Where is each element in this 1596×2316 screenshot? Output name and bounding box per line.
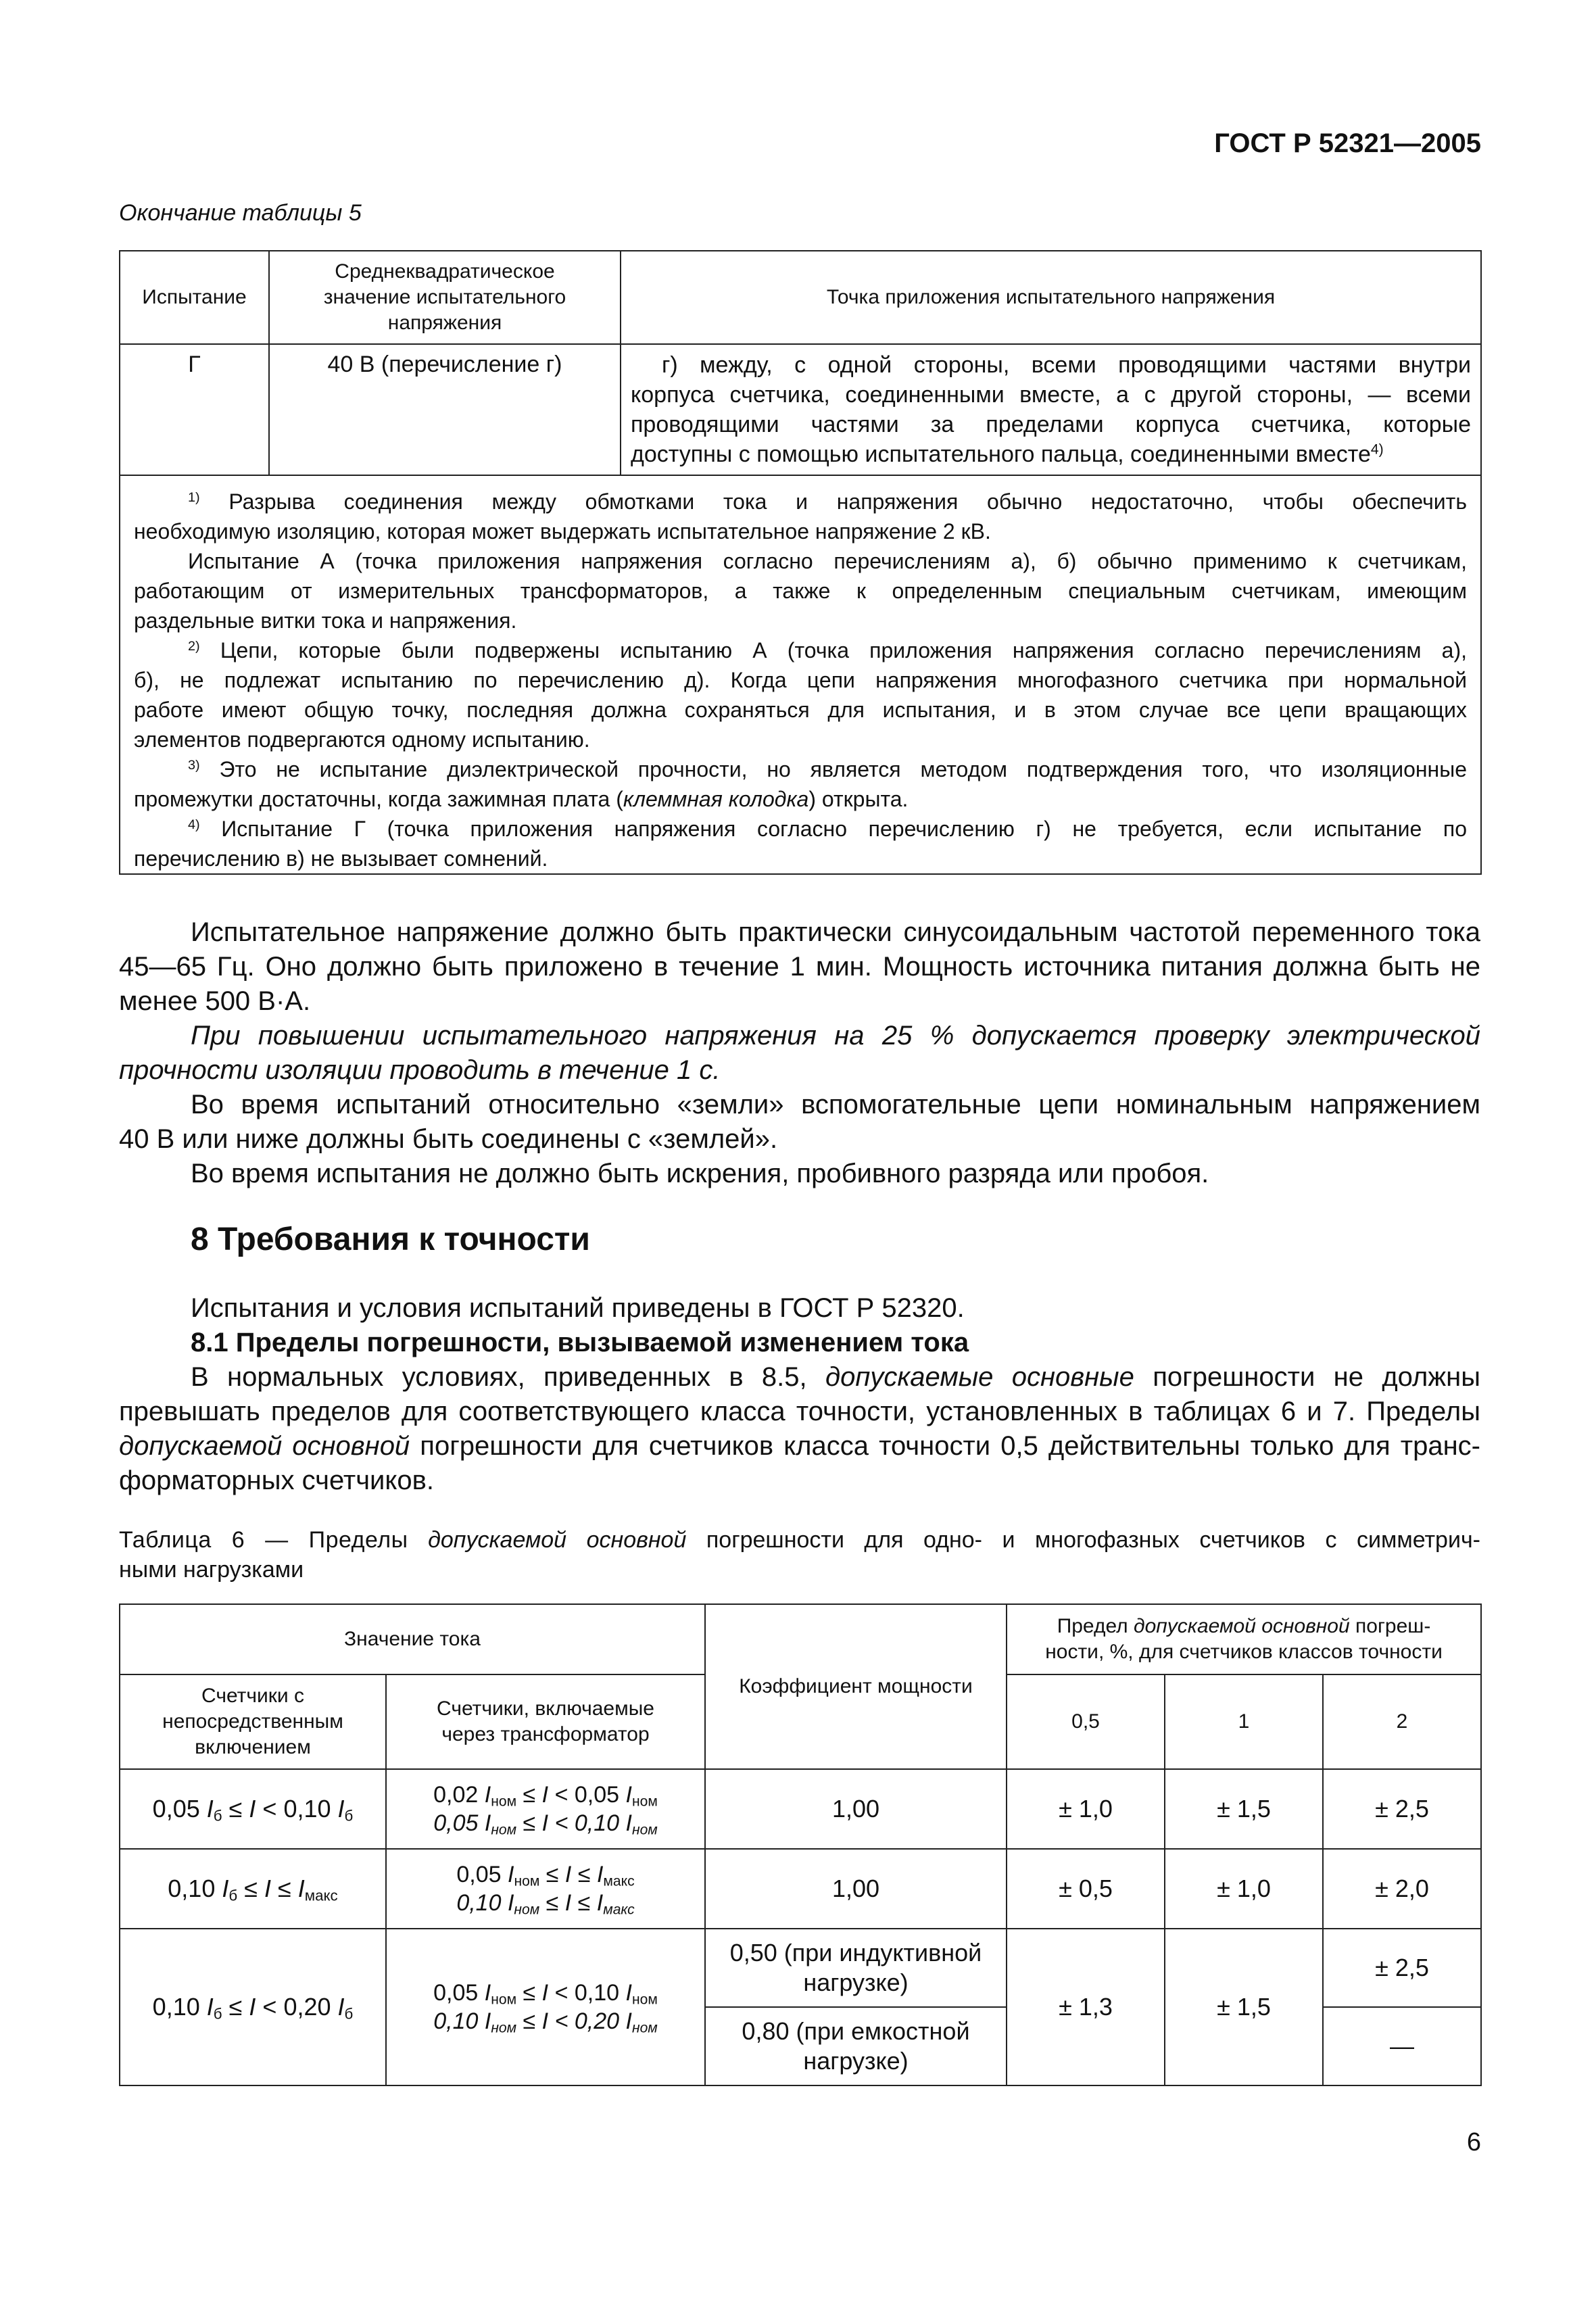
footnote-3-cont: промежутки достаточны, когда зажимная плата (клеммная колодка) открыта. xyxy=(134,787,909,811)
paragraph-line: превышать пределов для соответствующего класса точности, установленных в таблицах 6 и 7. Пределы xyxy=(119,1397,1480,1426)
page-number: 6 xyxy=(1466,2128,1481,2156)
footnote-2-cont: б), не подлежат испытанию по перечислению д). Когда цепи напряжения многофазного счетчика при нормальной xyxy=(134,668,1467,692)
footnote-a-cont: раздельные витки тока и напряжения. xyxy=(134,608,517,633)
t5-header-test: Испытание xyxy=(120,251,269,344)
paragraph-line: Во время испытаний относительно «земли» вспомогательные цепи номинальным напряжением xyxy=(191,1090,1480,1119)
t5-footnotes xyxy=(120,475,1481,874)
footnote-1: $^{1)}$ Разрыва соединения между обмотками тока и напряжения обычно недостаточно, чтобы обеспечить xyxy=(188,489,1468,514)
paragraph-line: Во время испытания не должно быть искрения, пробивного разряда или пробоя. xyxy=(191,1159,1209,1188)
body-text xyxy=(119,915,1480,1191)
t5-cell-test xyxy=(120,344,269,475)
t5-point-line: г) между, с одной стороны, всеми проводящими частями внутри xyxy=(662,352,1471,378)
table5-caption: Окончание таблицы 5 xyxy=(119,200,362,226)
t5-cell-point xyxy=(621,344,1481,475)
footnote-2-cont: работе имеют общую точку, последняя должна сохраняться для испытания, и в этом случае все цепи вращающих xyxy=(134,698,1467,722)
paragraph-line: Испытания и условия испытаний приведены в ГОСТ Р 52320. xyxy=(191,1293,965,1323)
t6-header-transformer: Счетчики, включаемые через трансформатор xyxy=(386,1674,705,1769)
paragraph-line: допускаемой основной погрешности для счетчиков класса точности 0,5 действительны только для транс- xyxy=(119,1431,1480,1461)
range-line: 0,05 $I_{ном} \le I \le I_{макс}$ xyxy=(456,1862,635,1889)
t6-error: ± 2,5 xyxy=(1323,1769,1481,1849)
footnote-4: $^{4)}$ Испытание Г (точка приложения напряжения согласно перечислению г) не требуется, если испытание по xyxy=(188,817,1468,841)
t6-error: — xyxy=(1323,2007,1481,2085)
t6-direct-range: 0,10 $I_б \le I \le I_{макс}$ xyxy=(120,1849,386,1929)
footnote-2-cont: элементов подвергаются одному испытанию. xyxy=(134,727,590,752)
t5-point-line: проводящими частями за пределами корпуса счетчика, которые xyxy=(631,412,1471,437)
t6-class: 1 xyxy=(1165,1674,1323,1769)
footnote-4-cont: перечислению в) не вызывает сомнений. xyxy=(134,846,548,871)
paragraph-line: 45—65 Гц. Оно должно быть приложено в течение 1 мин. Мощность источника питания должна быть не xyxy=(119,952,1480,982)
t5-point-line: корпуса счетчика, соединенными вместе, а с другой стороны, — всеми xyxy=(631,382,1471,408)
t5-cell-voltage xyxy=(269,344,621,475)
section8-text xyxy=(119,1291,1480,1498)
t6-class: 2 xyxy=(1323,1674,1481,1769)
t6-direct-range: 0,10 $I_б \le I < 0,20$ $I_б$ xyxy=(120,1929,386,2085)
caption-line: Таблица 6 — Пределы допускаемой основной погрешности для одно- и многофазных счетчиков с симметрич- xyxy=(119,1527,1480,1553)
paragraph-line: В нормальных условиях, приведенных в 8.5, допускаемые основные погрешности не должны xyxy=(191,1362,1480,1392)
t6-error: ± 0,5 xyxy=(1007,1849,1165,1929)
t6-error: ± 1,3 xyxy=(1007,1929,1165,2085)
t6-class: 0,5 xyxy=(1007,1674,1165,1769)
t6-transformer-range xyxy=(386,1769,705,1849)
t6-error: ± 1,5 xyxy=(1165,1929,1323,2085)
range-line: 0,10 $I_{ном} \le I \le I_{макс}$ xyxy=(456,1890,635,1918)
paragraph-line: форматорных счетчиков. xyxy=(119,1466,434,1495)
t6-transformer-range xyxy=(386,1849,705,1929)
range-line: 0,05 $I_{ном} \le I < 0,10$ $I_{ном}$ xyxy=(433,1810,658,1838)
table5 xyxy=(119,250,1482,875)
footnote-2: $^{2)}$ Цепи, которые были подвержены испытанию А (точка приложения напряжения согласно перечислениям а), xyxy=(188,638,1468,662)
footnote-1-cont: необходимую изоляцию, которая может выдержать испытательное напряжение 2 кВ. xyxy=(134,519,991,544)
table6-caption xyxy=(119,1525,1480,1585)
t6-header-limit: Предел допускаемой основной погреш- ности, %, для счетчиков классов точности xyxy=(1007,1604,1481,1674)
paragraph-line: При повышении испытательного напряжения на 25 % допускается проверку электрической xyxy=(191,1021,1480,1051)
paragraph-line: 40 В или ниже должны быть соединены с «землей». xyxy=(119,1124,778,1154)
t6-power-factor-inductive: 0,50 (при индуктивной нагрузке) xyxy=(705,1929,1007,2007)
footnote-a-cont: работающим от измерительных трансформаторов, а также к определенным специальным счетчикам, имеющим xyxy=(134,579,1467,603)
t6-power-factor: 1,00 xyxy=(705,1769,1007,1849)
t6-direct-range: 0,05 $I_б \le I < 0,10$ $I_б$ xyxy=(120,1769,386,1849)
paragraph-line: прочности изоляции проводить в течение 1 с. xyxy=(119,1055,721,1085)
t6-power-factor-capacitive: 0,80 (при емкостной нагрузке) xyxy=(705,2007,1007,2085)
t5-header-voltage: Среднеквадратическое значение испытательного напряжения xyxy=(269,251,621,344)
document-number: ГОСТ Р 52321—2005 xyxy=(1214,128,1481,158)
t6-header-current: Значение тока xyxy=(120,1604,705,1674)
t6-error: ± 1,5 xyxy=(1165,1769,1323,1849)
footnote-3: $^{3)}$ Это не испытание диэлектрической прочности, но является методом подтверждения того, что изоляционные xyxy=(188,757,1468,781)
t6-error: ± 1,0 xyxy=(1007,1769,1165,1849)
t5-test-value: Г xyxy=(188,352,201,377)
t6-error: ± 2,5 xyxy=(1323,1929,1481,2007)
subsection-heading: 8.1 Пределы погрешности, вызываемой изменением тока xyxy=(191,1328,969,1357)
range-line: 0,10 $I_{ном} \le I < 0,20$ $I_{ном}$ xyxy=(433,2008,658,2036)
footnote-a: Испытание А (точка приложения напряжения согласно перечислениям а), б) обычно применимо к счетчикам, xyxy=(188,549,1467,573)
section-heading: 8 Требования к точности xyxy=(191,1222,590,1257)
t6-error: ± 2,0 xyxy=(1323,1849,1481,1929)
caption-line: ными нагрузками xyxy=(119,1557,304,1583)
t6-transformer-range xyxy=(386,1929,705,2085)
t6-header-direct: Счетчики с непосредственным включением xyxy=(120,1674,386,1769)
t5-voltage-value: 40 В (перечисление г) xyxy=(327,352,562,377)
range-line: 0,05 $I_{ном} \le I < 0,10$ $I_{ном}$ xyxy=(433,1980,658,2008)
t6-error: ± 1,0 xyxy=(1165,1849,1323,1929)
paragraph-line: Испытательное напряжение должно быть практически синусоидальным частотой переменного тока xyxy=(191,917,1480,947)
t5-header-point: Точка приложения испытательного напряжения xyxy=(621,251,1481,344)
table6 xyxy=(119,1603,1482,2086)
t6-header-power-factor: Коэффициент мощности xyxy=(705,1604,1007,1769)
paragraph-line: менее 500 В·А. xyxy=(119,986,311,1016)
t5-point-line: доступны с помощью испытательного пальца, соединенными вместе$^{4)}$ xyxy=(631,441,1384,467)
range-line: 0,02 $I_{ном} \le I < 0,05$ $I_{ном}$ xyxy=(433,1782,658,1810)
t6-power-factor: 1,00 xyxy=(705,1849,1007,1929)
